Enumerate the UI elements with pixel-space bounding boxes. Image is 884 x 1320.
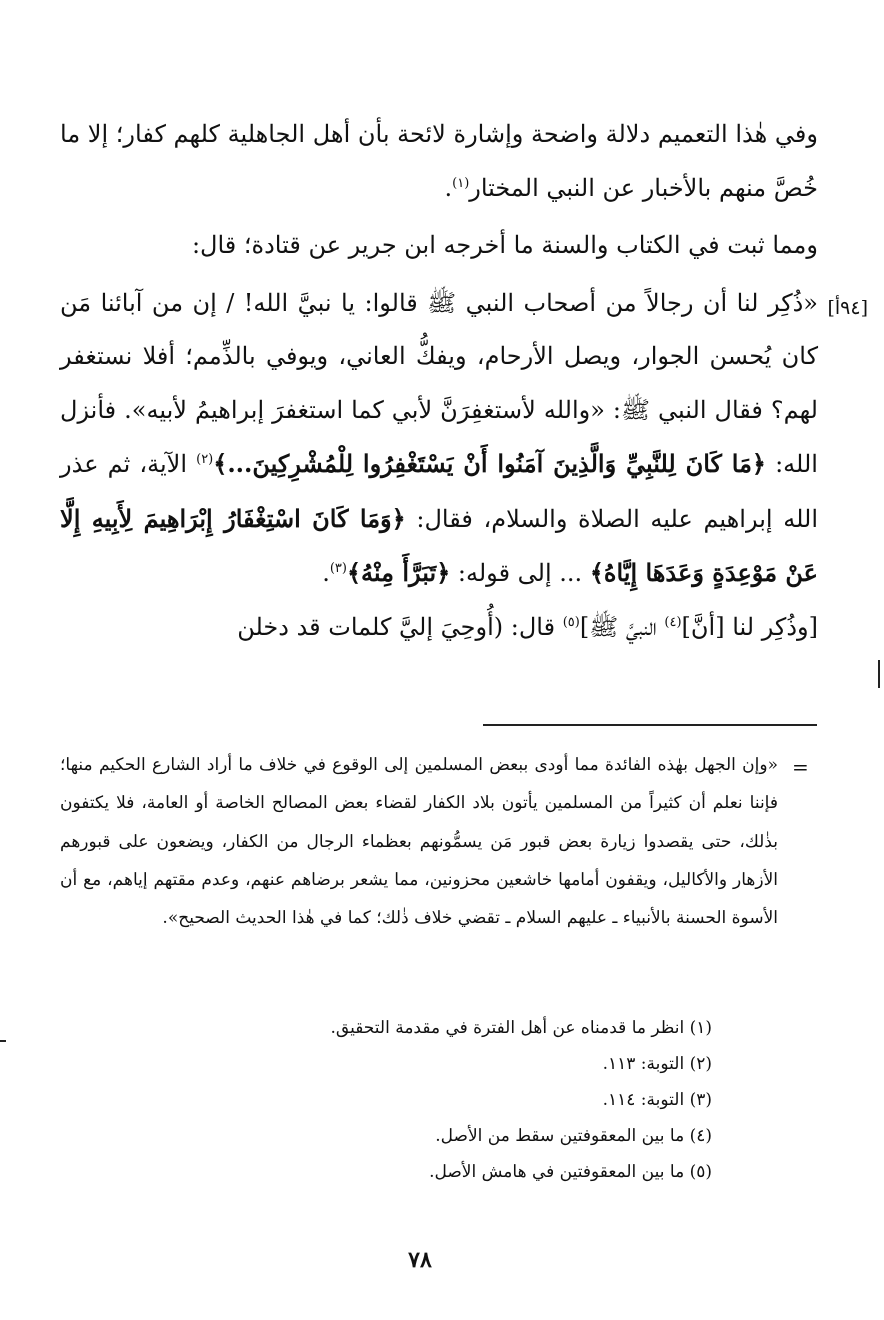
footnote-ref-3: (٣): [329, 561, 347, 576]
manuscript-folio-note: [٩٤أ]: [827, 297, 868, 319]
paragraph-1: [60, 108, 818, 215]
quran-verse-2: ﴿وَمَا كَانَ اسْتِغْفَارُ إِبْرَاهِيمَ لِأَبِيهِ إِلَّا عَنْ مَوْعِدَةٍ وَعَدَهَا إِيَّاهُ﴾: [60, 503, 818, 587]
paragraph-1-end: .: [444, 173, 453, 202]
scan-edge-mark-right: [878, 660, 880, 688]
footnote-5: (٥) ما بين المعقوفتين في هامش الأصل.: [429, 1162, 712, 1182]
paragraph-3-text-c: ... إلى قوله:: [457, 559, 583, 587]
footnote-ref-5: (٥): [562, 614, 580, 630]
paragraph-3-text-a: «ذُكِر لنا أن رجالاً من أصحاب النبي ﷺ قالوا: يا نبيَّ الله! / إن من آبائنا مَن كان يُحسن الجوار، ويصل الأرحام، ويفكُّ العاني، ويوفي بالذِّمم؛ أفلا نستغفر لهم؟ فقال النبي ﷺ: «والله لأستغفِرَنَّ لأبي كما استغفرَ إبراهيمُ لأبيه». فأنزل الله:: [60, 288, 818, 478]
quran-verse-3: ﴿تَبَرَّأَ مِنْهُ﴾: [346, 558, 451, 587]
paragraph-4-text-b: النبيَّ ﷺ]: [579, 612, 657, 641]
footnote-continuation-mark: =: [792, 755, 809, 779]
footnote-separator: [483, 724, 817, 726]
paragraph-4-text-c: قال: (أُوحِيَ إليَّ كلمات قد دخلن: [237, 612, 556, 641]
paragraph-2: ومما ثبت في الكتاب والسنة ما أخرجه ابن جرير عن قتادة؛ قال:: [191, 231, 818, 259]
paragraph-3: [60, 277, 818, 601]
footnote-2: (٢) التوبة: ١١٣.: [602, 1054, 712, 1074]
quran-verse-1: ﴿مَا كَانَ لِلنَّبِيِّ وَالَّذِينَ آمَنُوا أَنْ يَسْتَغْفِرُوا لِلْمُشْرِكِينَ...﴾: [213, 449, 766, 478]
main-text: [60, 108, 818, 654]
footnotes-list: [60, 1010, 712, 1190]
footnote-continuation: [60, 746, 778, 937]
footnote-ref-2: (٢): [196, 452, 214, 467]
paragraph-4-text-a: [وذُكِر لنا [أنَّ]: [681, 612, 818, 641]
paragraph-4: [60, 601, 818, 655]
footnote-1: (١) انظر ما قدمناه عن أهل الفترة في مقدمة التحقيق.: [330, 1018, 712, 1038]
footnote-ref-1: (١): [452, 175, 470, 191]
paragraph-3-text-b: الآية، ثم عذر الله إبراهيم عليه الصلاة والسلام، فقال:: [60, 450, 819, 533]
footnote-continuation-text: «وإن الجهل بهٰذه الفائدة مما أودى ببعض المسلمين إلى الوقوع في خلاف ما أراد الشارع الحكيم منها؛ فإننا نعلم أن كثيراً من المسلمين يأتون بلاد الكفار لقضاء بعض المصالح الخاصة أو العامة، فلا يكتفون بذٰلك، حتى يقصدوا زيارة بعض قبور مَن يسمُّونهم بعظماء الرجال من الكفار، ويضعون على قبورهم الأزهار والأكاليل، ويقفون أمامها خاشعين محزونين، مما يشعر برضاهم عنهم، وعدم مقتهم إياهم، مع أن الأسوة الحسنة بالأنبياء ـ عليهم السلام ـ تقضي خلاف ذٰلك؛ كما في هٰذا الحديث الصحيح».: [60, 755, 778, 929]
paragraph-3-end: .: [322, 559, 330, 587]
footnote-4: (٤) ما بين المعقوفتين سقط من الأصل.: [435, 1126, 712, 1146]
footnote-ref-4: (٤): [664, 614, 682, 630]
paragraph-1-text: وفي هٰذا التعميم دلالة واضحة وإشارة لائحة بأن أهل الجاهلية كلهم كفار؛ إلا ما خُصَّ منهم بالأخبار عن النبي المختار: [60, 120, 818, 202]
page-number: ٧٨: [408, 1247, 432, 1273]
footnote-3: (٣) التوبة: ١١٤.: [602, 1090, 712, 1110]
scan-edge-mark-left: [0, 1040, 6, 1042]
